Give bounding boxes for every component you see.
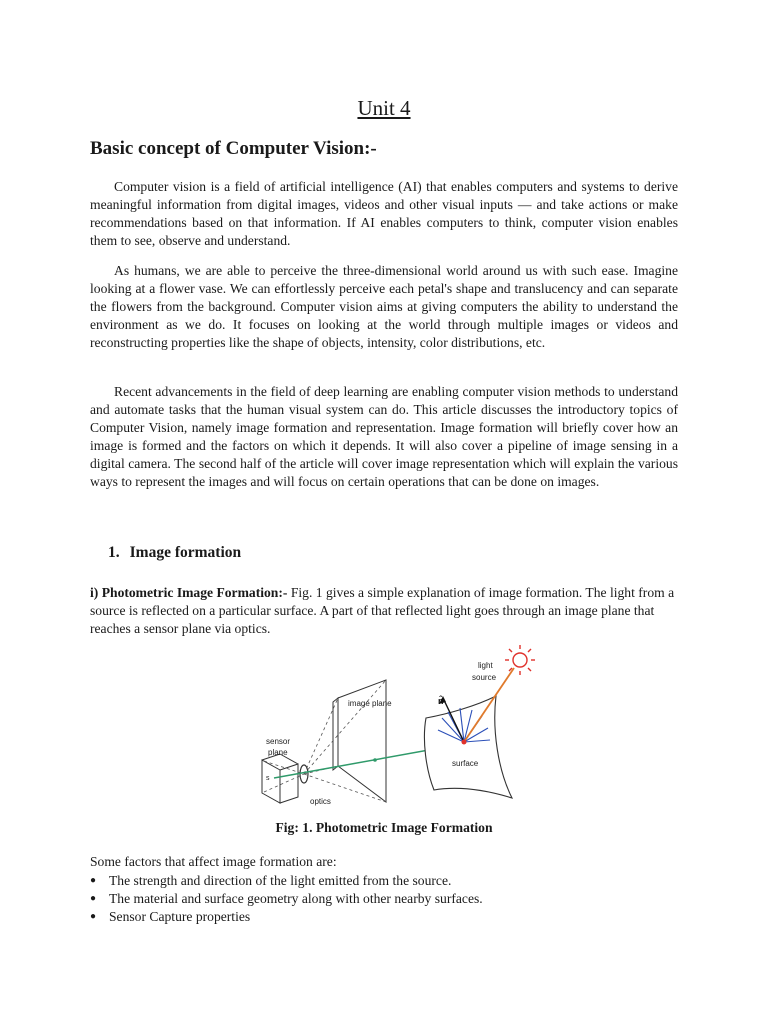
- sun-icon: [505, 645, 535, 675]
- paragraph-intro: Computer vision is a field of artificial intelligence (AI) that enables computers and systems to derive meaningful information from digital images, videos and other visual inputs — and take actions or make recommendations based on that information. If AI enables computers to think, computer vision enables them to see, observe and understand.: [90, 179, 678, 248]
- photometric-figure: [250, 640, 550, 820]
- label-surface: surface: [452, 759, 479, 768]
- section-heading: [108, 544, 241, 562]
- section-number: 1.: [108, 544, 120, 561]
- figure-diagram: [250, 640, 550, 820]
- list-item: [90, 890, 483, 908]
- label-light: light: [478, 661, 493, 670]
- paragraph-advancements: Recent advancements in the field of deep learning are enabling computer vision methods to understand and automate tasks that the human visual system can do. This article discusses the introductory topics of Computer Vision, namely image formation and representation. Image formation will briefly cover how an image is formed and the factors on which it depends. It will also cover a pipeline of image sensing in a digital camera. The second half of the article will cover image representation which will explain the various ways to represent the images and will focus on certain operations that can be done on images.: [90, 384, 678, 489]
- label-plane: plane: [268, 748, 288, 757]
- list-item-text: The material and surface geometry along with other nearby surfaces.: [109, 891, 483, 906]
- label-s: s: [266, 775, 270, 782]
- beam-point: [373, 758, 377, 762]
- subsection-paragraph: [90, 584, 678, 638]
- label-source: source: [472, 673, 497, 682]
- main-heading: Basic concept of Computer Vision:-: [90, 138, 377, 159]
- surface-shape: [424, 696, 512, 798]
- label-image-plane: image plane: [348, 699, 392, 708]
- factors-intro: Some factors that affect image formation are:: [90, 854, 337, 869]
- bullet-icon: ●: [90, 911, 97, 922]
- label-normal: n̂: [438, 696, 444, 706]
- factors-list: [90, 872, 483, 926]
- reflection-point: [462, 740, 467, 745]
- subsection-label: i) Photometric Image Formation:-: [90, 585, 288, 600]
- label-sensor: sensor: [266, 737, 291, 746]
- list-item-text: The strength and direction of the light emitted from the source.: [109, 873, 452, 888]
- list-item-text: Sensor Capture properties: [109, 909, 251, 924]
- section-title: Image formation: [129, 544, 242, 561]
- subsection-text: Fig. 1 gives a simple explanation of image formation. The light from a source is reflected on a particular surface. A part of that reflected light goes through an image plane that reaches a sensor plane via optics.: [90, 585, 675, 636]
- figure-caption: Fig: 1. Photometric Image Formation: [275, 820, 493, 835]
- unit-title: Unit 4: [357, 96, 411, 120]
- bullet-icon: ●: [90, 893, 97, 904]
- bullet-icon: ●: [90, 875, 97, 886]
- list-item: [90, 872, 483, 890]
- list-item: [90, 908, 483, 926]
- paragraph-humans: As humans, we are able to perceive the three-dimensional world around us with such ease. Imagine looking at a flower vase. We can effortlessly perceive each petal's shape and translucency and can separate the flowers from the background. Computer vision aims at giving computers the ability to understand the environment as we do. It focuses on looking at the world through multiple images or videos and reconstructing properties like the shape of objects, intensity, color distributions, etc.: [90, 263, 678, 350]
- label-optics: optics: [310, 797, 331, 806]
